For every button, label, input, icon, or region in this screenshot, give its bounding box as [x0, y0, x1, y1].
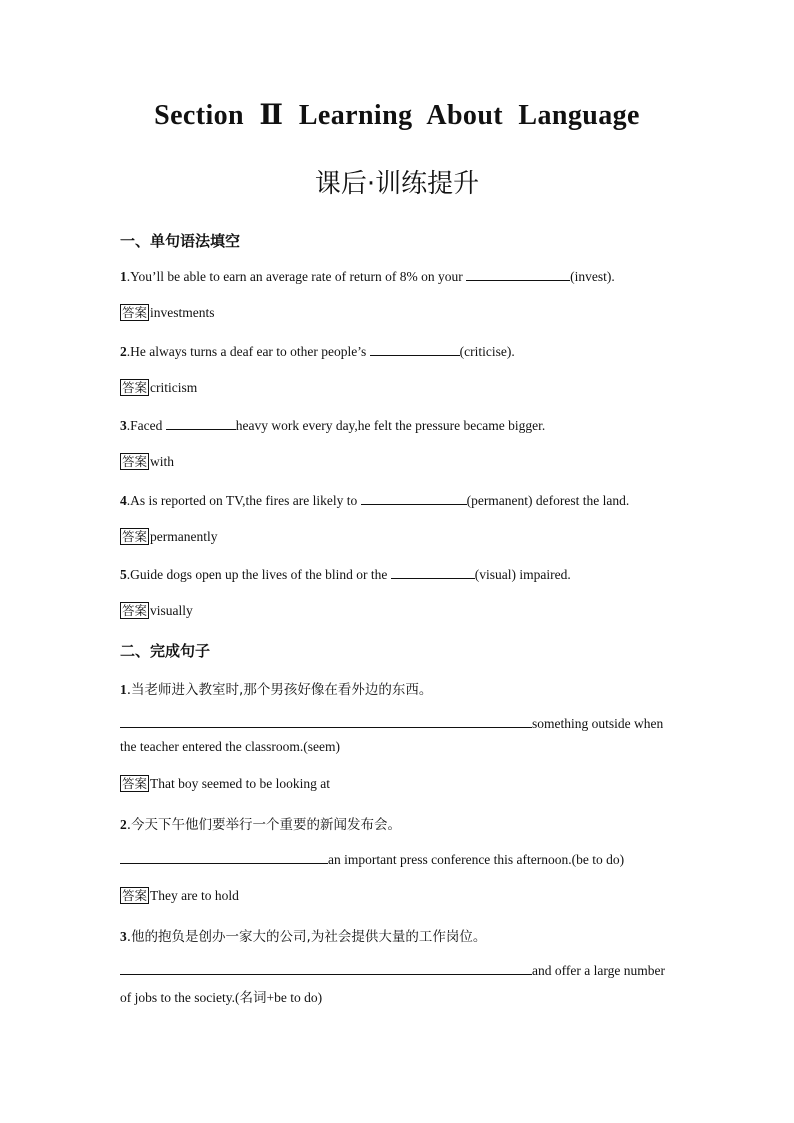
translation-1-line	[120, 715, 663, 732]
answer-blank	[166, 417, 236, 430]
answer-text: criticism	[150, 380, 198, 395]
question-number: 2	[120, 817, 127, 832]
translation-1-prompt	[120, 678, 432, 698]
answer-row-t1	[120, 775, 330, 792]
question-hint: (criticise).	[459, 344, 515, 359]
answer-blank	[391, 566, 475, 579]
question-number: 3	[120, 929, 127, 944]
page-subtitle: 课后·训练提升	[314, 169, 480, 199]
question-5	[120, 566, 571, 583]
answer-badge: 答案	[122, 776, 148, 791]
answer-text: with	[150, 454, 175, 469]
answer-text: They are to hold	[150, 888, 239, 903]
answer-badge: 答案	[122, 888, 148, 903]
translation-3-line	[120, 962, 665, 979]
question-hint: (invest).	[570, 269, 615, 284]
answer-text: permanently	[150, 529, 218, 544]
answer-text: That boy seemed to be looking at	[150, 776, 330, 791]
translation-2-line	[120, 851, 624, 868]
question-number: 4	[120, 493, 127, 508]
question-hint: (permanent) deforest the land.	[466, 493, 630, 508]
section-heading-sentences: 二、完成句子	[120, 642, 211, 660]
answer-blank	[361, 492, 467, 505]
question-text: .Faced	[126, 418, 166, 433]
translation-3-prompt	[120, 925, 486, 945]
section-heading-grammar: 一、单句语法填空	[120, 232, 241, 250]
answer-badge: 答案	[122, 529, 148, 544]
page-title: Section Ⅱ Learning About Language	[154, 100, 640, 131]
question-hint: (visual) impaired.	[474, 567, 571, 582]
answer-row-2	[120, 379, 197, 396]
answer-row-5	[120, 602, 193, 619]
answer-blank	[120, 715, 532, 728]
question-text: .As is reported on TV,the fires are likely to	[126, 493, 361, 508]
answer-blank	[120, 851, 328, 864]
answer-row-3	[120, 453, 174, 470]
answer-badge: 答案	[122, 305, 148, 320]
question-text: .今天下午他们要举行一个重要的新闻发布会。	[126, 817, 402, 833]
translation-1-continued: the teacher entered the classroom.(seem)	[120, 739, 341, 754]
answer-blank	[120, 962, 532, 975]
question-number: 1	[120, 682, 127, 697]
question-number: 3	[120, 418, 127, 433]
answer-badge: 答案	[122, 603, 148, 618]
answer-row-1	[120, 304, 215, 321]
answer-blank	[466, 268, 570, 281]
question-text: an important press conference this afternoon.(be to do)	[328, 852, 625, 867]
question-4	[120, 492, 629, 509]
question-text: .He always turns a deaf ear to other people’s	[126, 344, 370, 359]
answer-text: visually	[150, 603, 193, 618]
translation-2-prompt	[120, 813, 401, 833]
answer-row-t2	[120, 887, 239, 904]
translation-3-continued: of jobs to the society.(名词+be to do)	[120, 990, 323, 1005]
answer-badge: 答案	[122, 454, 148, 469]
question-text: .当老师进入教室时,那个男孩好像在看外边的东西。	[126, 682, 433, 698]
question-3	[120, 417, 545, 434]
question-hint: heavy work every day,he felt the pressure became bigger.	[235, 418, 546, 433]
question-text: .You’ll be able to earn an average rate of return of 8% on your	[126, 269, 467, 284]
answer-blank	[370, 343, 460, 356]
answer-badge: 答案	[122, 380, 148, 395]
question-2	[120, 343, 515, 360]
question-number: 1	[120, 269, 127, 284]
answer-text: investments	[150, 305, 215, 320]
question-number: 5	[120, 567, 127, 582]
question-text: .Guide dogs open up the lives of the blind or the	[126, 567, 391, 582]
question-text: .他的抱负是创办一家大的公司,为社会提供大量的工作岗位。	[126, 929, 487, 945]
question-1	[120, 268, 615, 285]
question-number: 2	[120, 344, 127, 359]
question-text: and offer a large number	[532, 963, 665, 978]
question-text: something outside when	[532, 716, 664, 731]
answer-row-4	[120, 528, 218, 545]
